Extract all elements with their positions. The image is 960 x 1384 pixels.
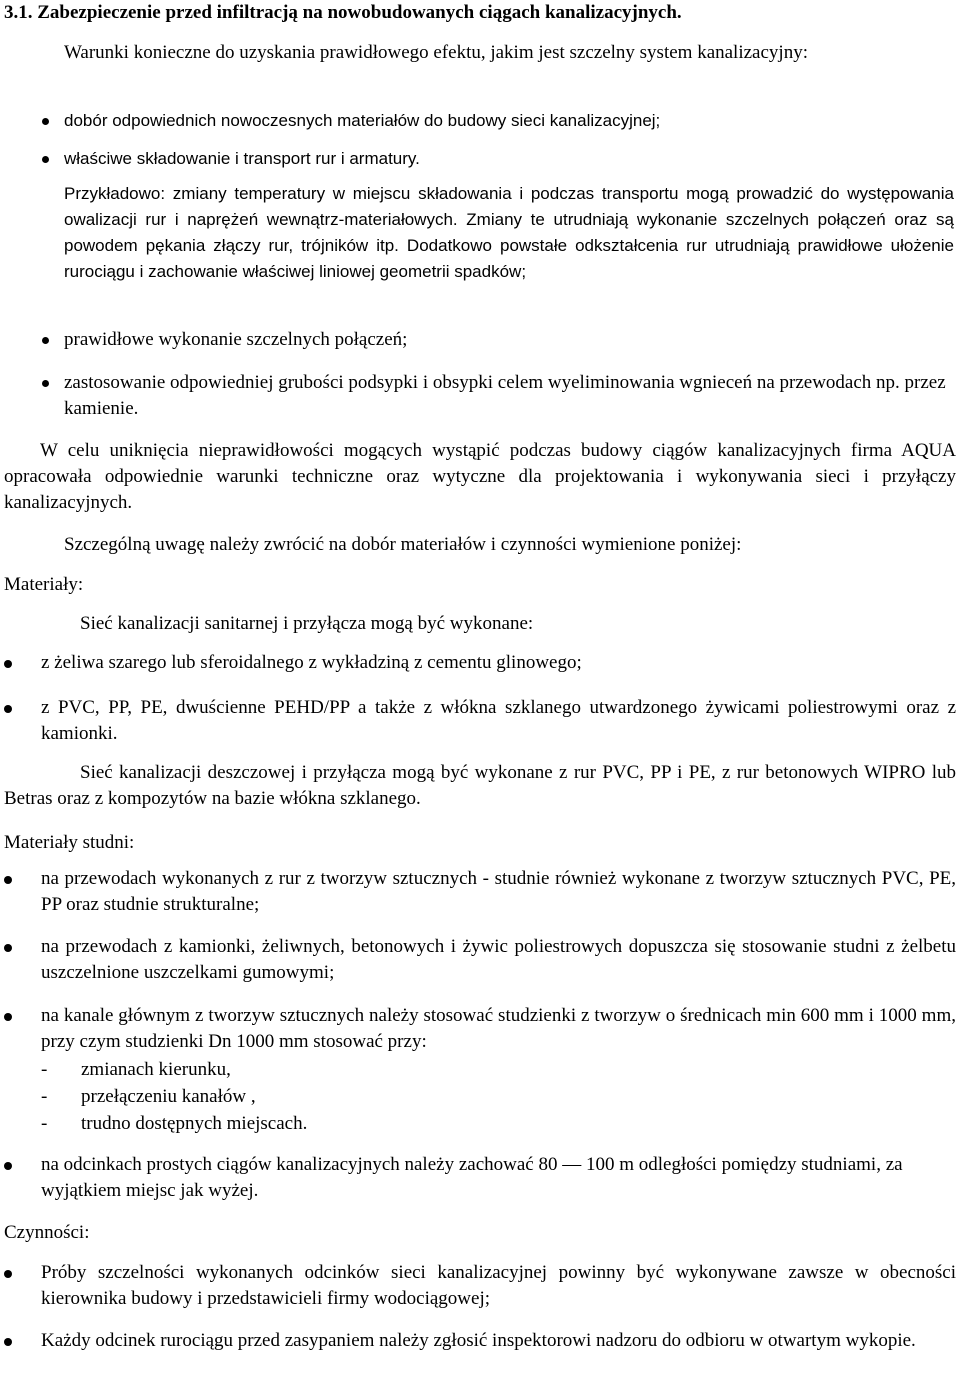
wells-subitem xyxy=(41,1057,741,1083)
bullet-icon xyxy=(4,705,12,713)
condition-item: zastosowanie odpowiedniej grubości podsypki i obsypki celem wyeliminowania wgnieceń na przewodach np. przez kamienie. xyxy=(64,372,946,419)
bullet-icon xyxy=(42,380,49,387)
condition-item: dobór odpowiednich nowoczesnych materiałów do budowy sieci kanalizacyjnej; xyxy=(64,111,661,130)
sanitary-item: z PVC, PP, PE, dwuścienne PEHD/PP a także z włókna szklanego utwardzonego żywicami poliestrowymi oraz z kamionki. xyxy=(41,697,956,744)
bullet-icon xyxy=(4,1162,12,1170)
dash-marker: - xyxy=(41,1059,48,1080)
bullet-icon xyxy=(42,337,49,344)
dash-marker: - xyxy=(41,1113,48,1134)
bullet-icon xyxy=(4,660,12,668)
wells-subitem-text: trudno dostępnych miejscach. xyxy=(81,1113,308,1134)
bullet-icon xyxy=(4,1013,12,1021)
wells-subitem xyxy=(41,1084,741,1110)
bullet-icon xyxy=(4,1270,12,1278)
materials-heading: Materiały: xyxy=(4,574,84,595)
sanitary-item: z żeliwa szarego lub sferoidalnego z wykładziną z cementu glinowego; xyxy=(41,652,582,673)
aqua-paragraph: W celu uniknięcia nieprawidłowości mogących wystąpić podczas budowy ciągów kanalizacyjnych firma AQUA opracowała odpowiednie warunki techniczne oraz wytyczne dla projektowania i wykonywania sieci i przyłączy kanalizacyjnych. xyxy=(4,440,956,513)
bullet-icon xyxy=(42,118,49,125)
activities-item: Próby szczelności wykonanych odcinków sieci kanalizacyjnej powinny być wykonywane zawsze w obecności kierownika budowy i przedstawicieli firmy wodociągowej; xyxy=(41,1262,956,1309)
wells-item: na przewodach z kamionki, żeliwnych, betonowych i żywic poliestrowych dopuszcza się stosowanie studni z żelbetu uszczelnione uszczelkami gumowymi; xyxy=(41,936,956,983)
condition-item: właściwe składowanie i transport rur i armatury. xyxy=(64,149,420,168)
wells-item: na kanale głównym z tworzyw sztucznych należy stosować studzienki z tworzyw o średnicach min 600 mm i 1000 mm, przy czym studzienki Dn 1000 mm stosować przy: xyxy=(41,1005,956,1052)
wells-subitem-text: zmianach kierunku, xyxy=(81,1059,231,1080)
wells-subitem xyxy=(41,1111,741,1137)
activities-item: Każdy odcinek rurociągu przed zasypaniem należy zgłosić inspektorowi nadzoru do odbioru w otwartym wykopie. xyxy=(41,1330,916,1351)
wells-subitem-text: przełączeniu kanałów , xyxy=(81,1086,256,1107)
wells-heading: Materiały studni: xyxy=(4,832,135,853)
wells-item: na przewodach wykonanych z rur z tworzyw sztucznych - studnie również wykonane z tworzyw sztucznych PVC, PE, PP oraz studnie strukturalne; xyxy=(41,868,956,915)
wells-item: na odcinkach prostych ciągów kanalizacyjnych należy zachować 80 — 100 m odległości pomiędzy studniami, za wyjątkiem miejsc jak wyżej. xyxy=(41,1154,903,1201)
bullet-icon xyxy=(4,944,12,952)
storm-paragraph: Sieć kanalizacji deszczowej i przyłącza mogą być wykonane z rur PVC, PP i PE, z rur betonowych WIPRO lub Betras oraz z kompozytów na bazie włókna szklanego. xyxy=(4,762,956,809)
attention-line: Szczególną uwagę należy zwrócić na dobór materiałów i czynności wymienione poniżej: xyxy=(64,534,742,555)
bullet-icon xyxy=(42,156,49,163)
condition-item: prawidłowe wykonanie szczelnych połączeń; xyxy=(64,329,408,350)
section-heading: 3.1. Zabezpieczenie przed infiltracją na nowobudowanych ciągach kanalizacyjnych. xyxy=(4,2,682,23)
intro-paragraph: Warunki konieczne do uzyskania prawidłowego efektu, jakim jest szczelny system kanalizacyjny: xyxy=(64,42,808,63)
example-paragraph: Przykładowo: zmiany temperatury w miejscu składowania i podczas transportu mogą prowadzić do występowania owalizacji rur i naprężeń wewnątrz-materiałowych. Zmiany te utrudniają wykonanie szczelnych połączeń oraz są powodem pękania złączy rur, trójników itp. Dodatkowo powstałe odkształcenia rur utrudniają prawidłowe ułożenie rurociągu i zachowanie właściwej liniowej geometrii spadków; xyxy=(64,184,954,281)
sanitary-intro: Sieć kanalizacji sanitarnej i przyłącza mogą być wykonane: xyxy=(80,613,534,634)
activities-heading: Czynności: xyxy=(4,1222,90,1243)
bullet-icon xyxy=(4,1338,12,1346)
dash-marker: - xyxy=(41,1086,48,1107)
bullet-icon xyxy=(4,876,12,884)
